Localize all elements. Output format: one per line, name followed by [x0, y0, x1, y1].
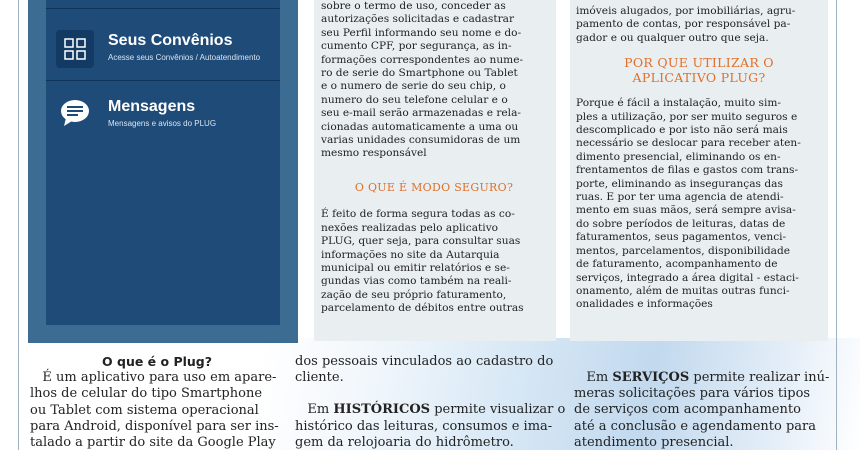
text-line [574, 370, 828, 386]
column-3 [576, 5, 822, 312]
text-line: para Android, disponível para ser ins- [30, 418, 279, 434]
text-line: seu Perfil informando seu nome e do- [321, 26, 522, 39]
section-heading: O que é o Plug? [102, 354, 212, 369]
left-rule [18, 0, 19, 450]
chat-icon [56, 94, 94, 132]
lower-column-3 [574, 370, 828, 450]
text-line: mento em suas mãos, será sempre avisa- [576, 204, 796, 217]
lower-column-1 [30, 354, 284, 450]
text-line: e o numero de serie do seu chip, o [321, 80, 506, 93]
text-run: Em [295, 402, 334, 418]
menu-item-historico [46, 0, 280, 9]
text-line: numero do seu telefone celular e o [321, 93, 508, 106]
keyword-servicos: SERVIÇOS [612, 370, 690, 385]
text-line: zação de seu próprio faturamento, [321, 288, 507, 301]
text-line: gador e ou qualquer outro que seja. [576, 31, 769, 44]
text-line: autorizações solicitadas e cadastrar [321, 13, 515, 26]
text-line: cumento CPF, por segurança, as in- [321, 40, 512, 53]
text-run: Em [574, 370, 613, 385]
text-line: de serviços com acompanhamento [574, 402, 801, 418]
text-line: parcelamento de débitos entre outras [321, 302, 524, 315]
text-line: mesmo responsável [321, 147, 427, 160]
text-line: varias unidades consumidoras de um [321, 134, 521, 147]
text-line: ples a utilização, por ser muito seguros e [576, 110, 798, 123]
text-line [295, 402, 566, 418]
text-line: pamento de contas, por responsável pa- [576, 18, 791, 31]
text-line: Porque é fácil a instalação, muito sim- [576, 97, 782, 110]
text-line: serviços, integrado a área digital - estaci- [576, 271, 799, 284]
text-line: do sobre períodos de leituras, datas de [576, 217, 786, 230]
text-line: dos pessoais vinculados ao cadastro do [295, 354, 554, 369]
text-line: até a conclusão e agendamento para [574, 418, 817, 434]
menu-item-subtitle: Acesse seus Convênios / Autoatendimento [108, 53, 261, 62]
menu-item-subtitle: Mensagens e avisos do PLUG [108, 119, 217, 128]
text-line: porte, eliminando as inseguranças das [576, 177, 783, 190]
text-line: É feito de forma segura todas as co- [321, 208, 515, 221]
right-rule [836, 0, 837, 450]
text-line: gem da relojoaria do hidrômetro. [295, 434, 514, 450]
col2-para1 [321, 0, 547, 161]
text-line: necessário se deslocar para receber aten- [576, 137, 801, 150]
text-line: talado a partir do site da Google Play [30, 435, 276, 450]
text-line: onamento, além de muitas outras funci- [576, 284, 790, 297]
menu-item-title: Seus Convênios [108, 32, 233, 49]
menu-item-mensagens [46, 84, 280, 144]
text-line: lhos de celular do tipo Smartphone [30, 386, 263, 402]
heading-line: APLICATIVO PLUG? [632, 70, 766, 86]
text-line: descomplicado e por isto não será mais [576, 124, 788, 137]
grid-icon [56, 30, 94, 68]
text-line: de faturamento, acompanhamento de [576, 258, 778, 271]
text-line: É um aplicativo para uso em apare- [30, 370, 277, 386]
heading-line: POR QUE UTILIZAR O [624, 55, 774, 71]
text-line: dimento presencial, eliminando os en- [576, 150, 781, 163]
text-line: cliente. [295, 370, 344, 386]
text-line: onalidades e informações [576, 298, 713, 311]
text-line: meras solicitações para vários tipos [574, 386, 811, 402]
text-line: municipal ou emitir relatórios e se- [321, 261, 510, 274]
keyword-historicos: HISTÓRICOS [333, 402, 431, 418]
text-line: mentos, parcelamentos, disponibilidade [576, 244, 791, 257]
text-run: permite realizar inú- [689, 370, 830, 385]
col2-para2 [321, 208, 547, 315]
text-line: cionadas automaticamente a uma ou [321, 120, 519, 133]
text-line: seu e-mail serão armazenadas e rela- [321, 107, 521, 120]
text-line: nexões realizadas pelo aplicativo [321, 221, 499, 234]
col2-heading: O QUE É MODO SEGURO? [354, 180, 514, 194]
text-line: frentamentos de filas e gastos com trans- [576, 164, 799, 177]
text-line: faturamentos, seus pagamentos, venci- [576, 231, 787, 244]
text-line: ou Tablet com sistema operacional [30, 402, 259, 418]
col3-heading [576, 55, 822, 85]
lower-column-2 [295, 354, 566, 450]
text-line: ruas. E por ter uma agencia de atendi- [576, 191, 784, 204]
column-2 [321, 0, 547, 316]
phone-screenshot [28, 0, 298, 343]
text-run: permite visualizar o [430, 402, 566, 418]
text-line: PLUG, quer seja, para consultar suas [321, 235, 521, 248]
menu-item-convenios [46, 20, 280, 81]
text-line: gundas vias como também na reali- [321, 275, 512, 288]
menu-item-title: Mensagens [108, 98, 196, 115]
text-line: histórico das leituras, consumos e ima- [295, 418, 553, 434]
col3-para2 [576, 97, 822, 312]
text-line: imóveis alugados, por imobiliárias, agru- [576, 5, 796, 17]
spacer [295, 386, 563, 402]
text-line: sobre o termo de uso, conceder as [321, 0, 506, 12]
text-line: formações correspondentes ao nume- [321, 53, 524, 66]
text-line: ro de serie do Smartphone ou Tablet [321, 67, 518, 80]
col3-para1 [576, 5, 822, 45]
text-line: informações no site da Autarquia [321, 248, 500, 261]
text-line: atendimento presencial. [574, 434, 734, 450]
phone-screen [46, 0, 280, 325]
